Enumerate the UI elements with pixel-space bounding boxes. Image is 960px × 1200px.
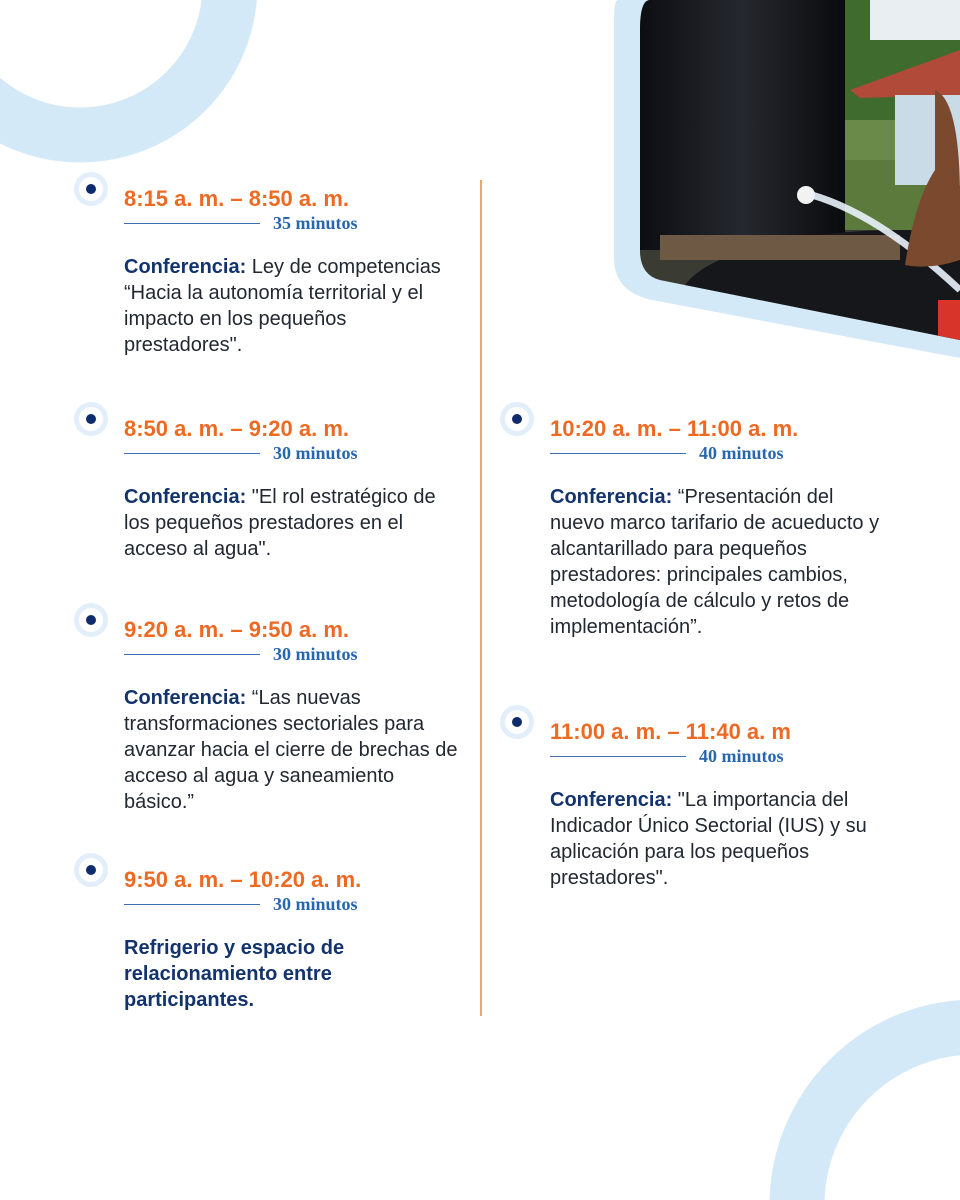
duration-line (550, 453, 686, 454)
timeline-bullet-icon (74, 853, 108, 887)
agenda-label: Conferencia: (124, 687, 247, 709)
agenda-description (550, 484, 890, 640)
agenda-duration: 30 minutos (273, 644, 358, 664)
agenda-duration: 35 minutos (273, 213, 358, 233)
agenda-item-3 (124, 617, 464, 815)
agenda-description (124, 254, 464, 358)
agenda-item-1 (124, 186, 464, 358)
agenda-label: Conferencia: (124, 256, 247, 278)
agenda-item-4 (124, 867, 464, 1013)
duration-line (550, 756, 686, 757)
agenda-time: 9:20 a. m. – 9:50 a. m. (124, 617, 350, 642)
duration-line (124, 453, 260, 454)
decorative-arc-bottom-right (740, 980, 960, 1200)
agenda-duration: 40 minutos (699, 746, 784, 766)
agenda-description (550, 787, 890, 891)
agenda-text: “Las nuevas transformaciones sectoriales para avanzar hacia el cierre de brechas de acceso al agua y saneamiento básico.” (124, 687, 458, 813)
agenda-description (124, 685, 464, 815)
agenda-text: "El rol estratégico de los pequeños prestadores en el acceso al agua". (124, 486, 436, 560)
agenda-description: Refrigerio y espacio de relacionamiento entre participantes. (124, 937, 345, 1011)
agenda-label: Conferencia: (550, 789, 673, 811)
agenda-item-5 (550, 416, 890, 640)
agenda-item-6 (550, 719, 890, 891)
timeline-bullet-icon (500, 705, 534, 739)
agenda-time: 11:00 a. m. – 11:40 a. m (550, 719, 791, 744)
agenda-text: Ley de competencias “Hacia la autonomía territorial y el impacto en los pequeños prestadores". (124, 256, 441, 356)
agenda-item-2 (124, 416, 464, 562)
agenda-text: "La importancia del Indicador Único Sectorial (IUS) y su aplicación para los pequeños prestadores". (550, 789, 867, 889)
duration-line (124, 654, 260, 655)
agenda-time: 10:20 a. m. – 11:00 a. m. (550, 416, 799, 441)
timeline-bullet-icon (74, 402, 108, 436)
duration-line (124, 904, 260, 905)
timeline-bullet-icon (74, 603, 108, 637)
timeline-bullet-icon (74, 172, 108, 206)
agenda-text: “Presentación del nuevo marco tarifario de acueducto y alcantarillado para pequeños prestadores: principales cambios, metodología de cálculo y retos de implementación”. (550, 486, 880, 638)
timeline-bullet-icon (500, 402, 534, 436)
agenda-time: 8:15 a. m. – 8:50 a. m. (124, 186, 350, 211)
agenda-label: Conferencia: (550, 486, 673, 508)
agenda-duration: 30 minutos (273, 443, 358, 463)
agenda-label: Conferencia: (124, 486, 247, 508)
agenda-duration: 40 minutos (699, 443, 784, 463)
timeline-divider (480, 180, 482, 1016)
agenda-time: 9:50 a. m. – 10:20 a. m. (124, 867, 362, 892)
agenda-description (124, 484, 464, 562)
duration-line (124, 223, 260, 224)
agenda-time: 8:50 a. m. – 9:20 a. m. (124, 416, 350, 441)
agenda-duration: 30 minutos (273, 894, 358, 914)
